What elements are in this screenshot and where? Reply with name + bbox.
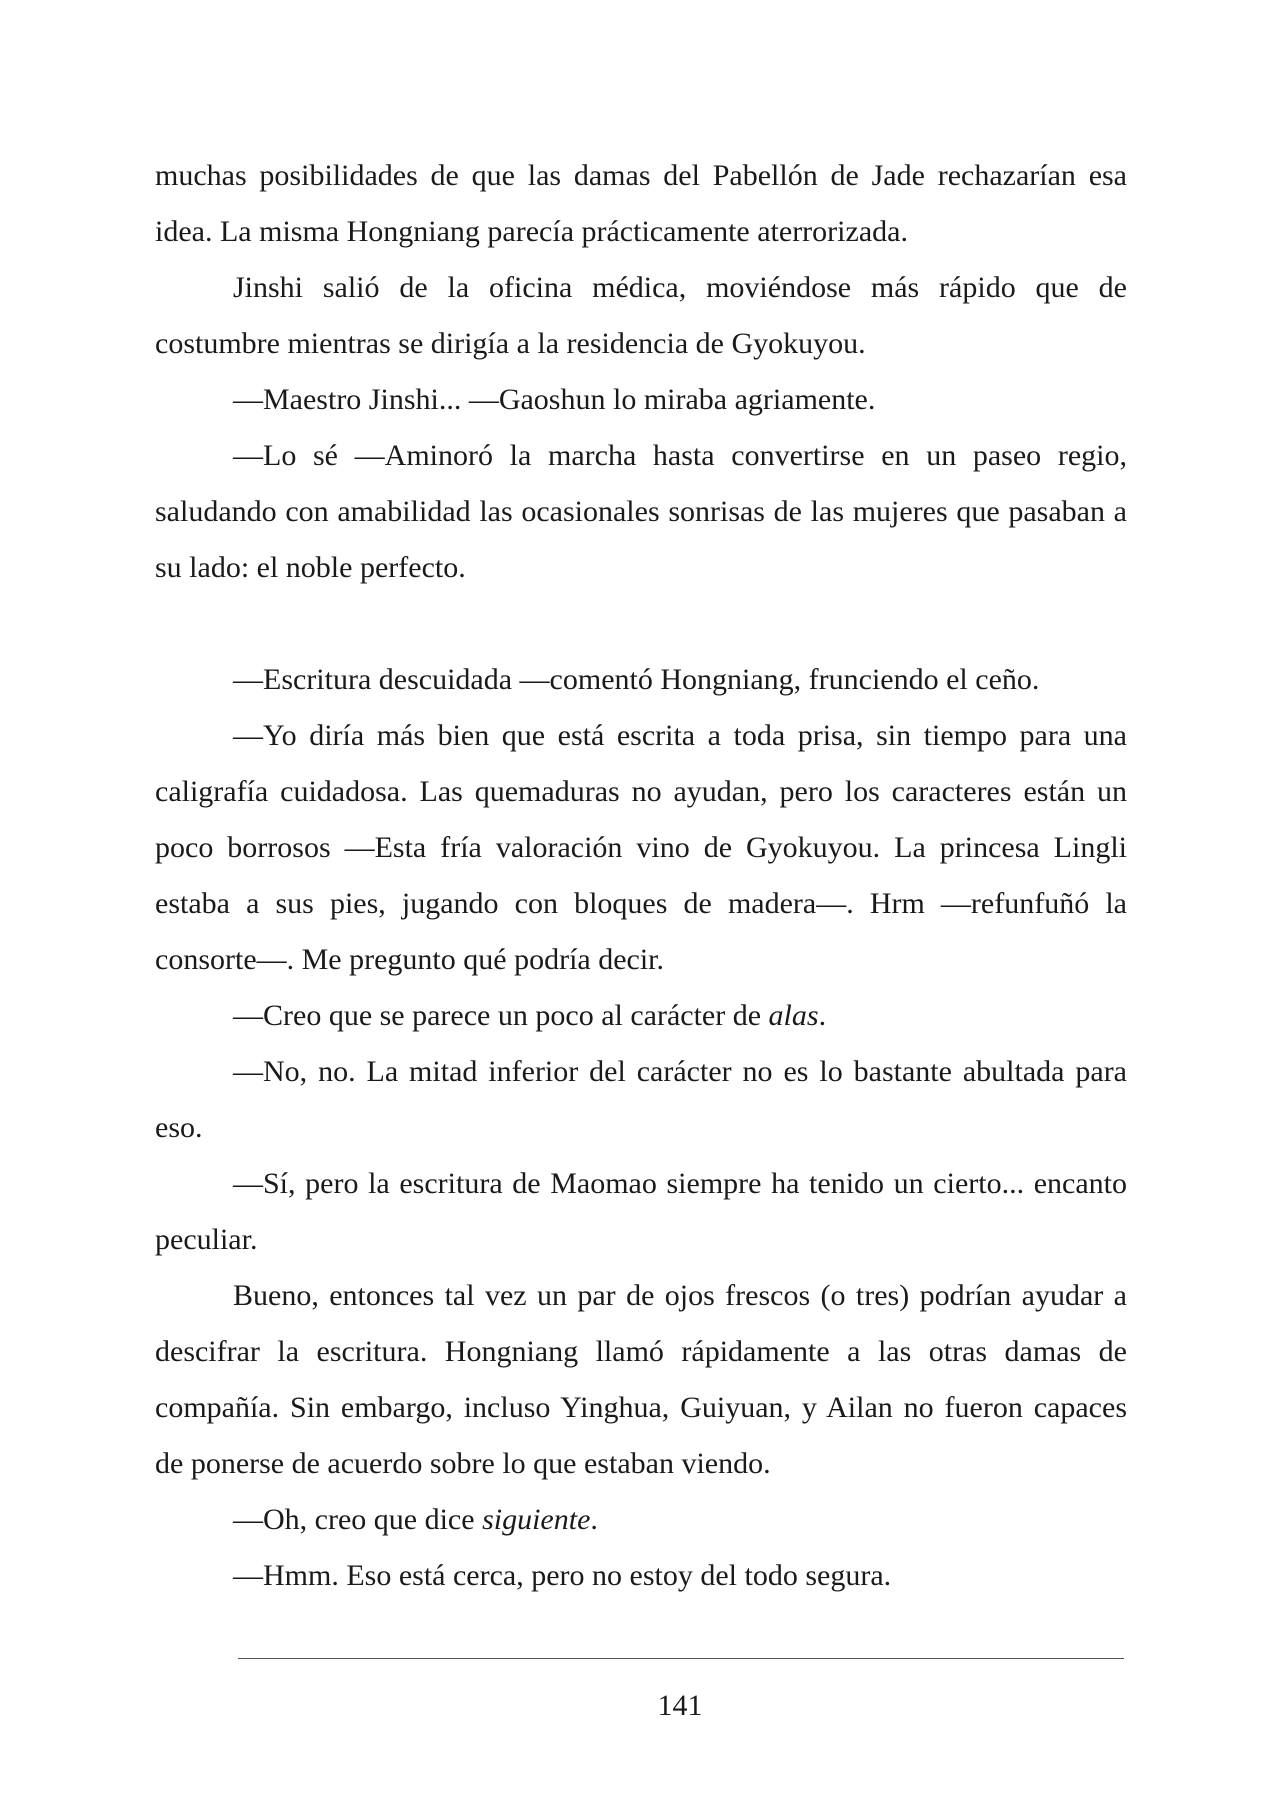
paragraph: —Hmm. Eso está cerca, pero no estoy del todo segura. (233, 1559, 892, 1592)
footer-rule (238, 1658, 1124, 1659)
paragraph-text: —Creo que se parece un poco al carácter de (233, 999, 769, 1032)
paragraph: —Yo diría más bien que está escrita a toda prisa, sin tiempo para una caligrafía cuidadosa. Las quemaduras no ayudan, pero los caracteres están un poco borrosos —Esta fría valoración vino de Gyokuyou. La princesa Lingli estaba a sus pies, jugando con bloques de madera—. Hrm —refunfuñó la consorte—. Me pregunto qué podría decir. (155, 719, 1127, 976)
paragraph: —Maestro Jinshi... —Gaoshun lo miraba agriamente. (233, 383, 876, 416)
paragraph: Jinshi salió de la oficina médica, moviéndose más rápido que de costumbre mientras se dirigía a la residencia de Gyokuyou. (155, 271, 1127, 360)
paragraph-text: . (590, 1503, 598, 1536)
body-text (155, 148, 1127, 1604)
paragraph: —Sí, pero la escritura de Maomao siempre ha tenido un cierto... encanto peculiar. (155, 1167, 1127, 1256)
italic-word: siguiente (482, 1503, 591, 1536)
italic-word: alas (768, 999, 819, 1032)
paragraph-text: —Oh, creo que dice (233, 1503, 483, 1536)
paragraph: —Lo sé —Aminoró la marcha hasta convertirse en un paseo regio, saludando con amabilidad las ocasionales sonrisas de las mujeres que pasaban a su lado: el noble perfecto. (155, 439, 1127, 584)
paragraph: muchas posibilidades de que las damas del Pabellón de Jade rechazarían esa idea. La misma Hongniang parecía prácticamente aterrorizada. (155, 159, 1127, 248)
paragraph-text: . (818, 999, 827, 1032)
page-number: 141 (657, 1689, 703, 1722)
section-break (155, 596, 1127, 652)
paragraph: Bueno, entonces tal vez un par de ojos frescos (o tres) podrían ayudar a descifrar la escritura. Hongniang llamó rápidamente a las otras damas de compañía. Sin embargo, incluso Yinghua, Guiyuan, y Ailan no fueron capaces de ponerse de acuerdo sobre lo que estaban viendo. (155, 1279, 1127, 1480)
paragraph (155, 1492, 1127, 1548)
paragraph: —No, no. La mitad inferior del carácter no es lo bastante abultada para eso. (155, 1055, 1127, 1144)
paragraph (155, 988, 1127, 1044)
paragraph: —Escritura descuidada —comentó Hongniang, frunciendo el ceño. (233, 663, 1040, 696)
